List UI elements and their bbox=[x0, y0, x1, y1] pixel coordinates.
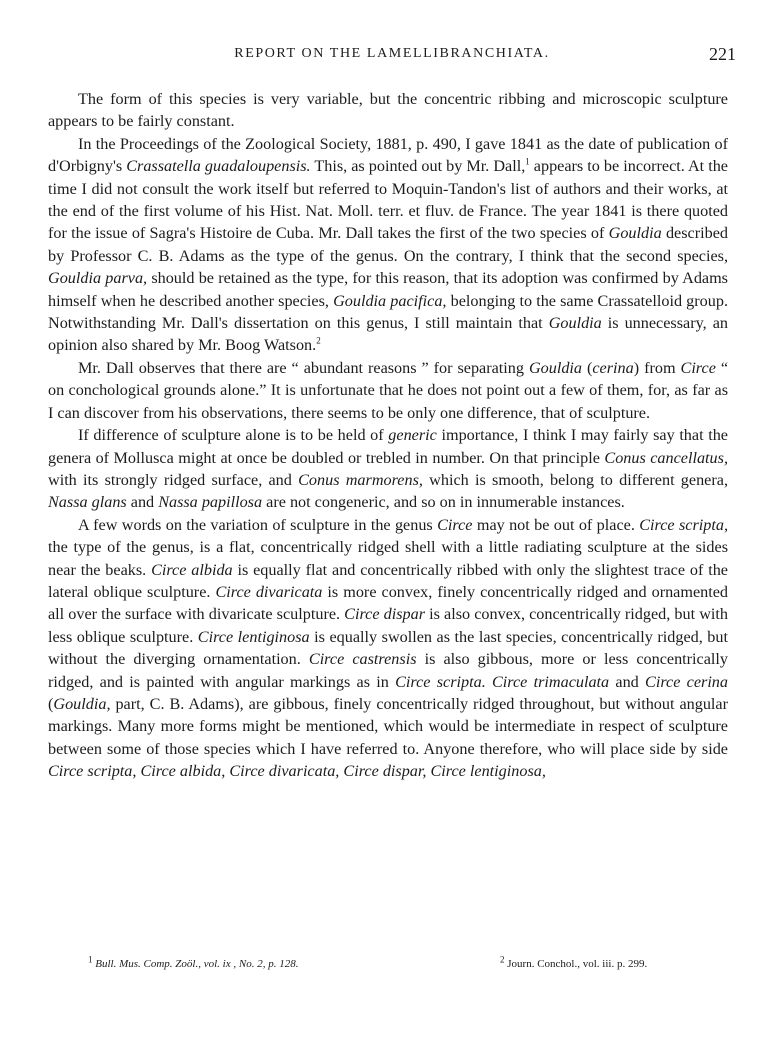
taxon-name: Circe divaricata bbox=[215, 582, 323, 601]
taxon-name: Circe dispar, bbox=[343, 762, 427, 781]
paragraph-4: If difference of sculpture alone is to be held of generic importance, I think I may fairly say that the genera of Mollusca might at once be doubled or trebled in number. On that principle Conus cancellatus, with its strongly ridged surface, and Conus marmorens, which is smooth, belong to different genera, Nassa glans and Nassa papillosa are not congeneric, and so on in innumerable instances. bbox=[48, 426, 728, 512]
taxon-name: Gouldia bbox=[528, 358, 583, 377]
paragraph-3: Mr. Dall observes that there are “ abundant reasons ” for separating Gouldia (cerina) from Circe “ on conchological grounds alone.” It is unfortunate that he does not point out a few of them, for, as far as I can discover from his observations, there seems to be only one difference, that of sculpture. bbox=[48, 358, 729, 422]
running-title: REPORT ON THE LAMELLIBRANCHIATA. bbox=[234, 46, 550, 61]
taxon-name: Circe scripta. bbox=[395, 672, 486, 691]
taxon-name: Circe divaricata, bbox=[229, 762, 340, 781]
taxon-name: Gouldia parva, bbox=[48, 269, 148, 288]
page-header bbox=[48, 44, 736, 70]
taxon-name: Gouldia bbox=[548, 314, 602, 333]
taxon-name: Gouldia bbox=[608, 224, 662, 243]
taxon-name: Circe dispar bbox=[344, 605, 426, 624]
taxon-name: Circe scripta, bbox=[48, 762, 137, 781]
page-number: 221 bbox=[709, 44, 736, 64]
taxon-name: Conus cancellatus, bbox=[604, 448, 728, 467]
taxon-name: Crassatella guadaloupensis. bbox=[126, 157, 311, 176]
body-text bbox=[48, 88, 728, 783]
emphasis: generic bbox=[388, 426, 437, 445]
footnote-2: $^2$ Journ. Conchol., vol. iii. p. 299. bbox=[500, 954, 648, 970]
footnote-ref-2: 2 bbox=[316, 336, 321, 347]
taxon-name: Circe albida, bbox=[140, 762, 226, 781]
taxon-name: Circe castrensis bbox=[308, 650, 417, 669]
footnote-ref-1: 1 bbox=[525, 156, 530, 167]
taxon-name: Circe trimaculata bbox=[492, 672, 610, 691]
taxon-name: Circe bbox=[437, 515, 473, 534]
taxon-name: Conus marmorens, bbox=[298, 470, 423, 489]
taxon-name: Circe lentiginosa, bbox=[430, 762, 546, 781]
taxon-name: Nassa glans bbox=[48, 493, 127, 512]
taxon-name: Circe lentiginosa bbox=[197, 627, 310, 646]
taxon-name: Circe scripta, bbox=[639, 515, 728, 534]
taxon-name: Nassa papillosa bbox=[158, 493, 263, 512]
taxon-name: Circe bbox=[680, 358, 716, 377]
taxon-name: Gouldia, bbox=[53, 694, 111, 713]
footnote-1: $^1$ Bull. Mus. Comp. Zoöl., vol. ix , No. 2, p. 128. bbox=[88, 954, 299, 970]
taxon-name: cerina bbox=[592, 358, 634, 377]
taxon-name: Circe cerina bbox=[645, 672, 728, 691]
taxon-name: Circe albida bbox=[151, 560, 233, 579]
footnotes bbox=[48, 954, 736, 976]
paragraph-1: The form of this species is very variable, but the concentric ribbing and microscopic sculpture appears to be fairly constant. bbox=[48, 90, 728, 131]
taxon-name: Gouldia pacifica, bbox=[333, 291, 447, 310]
paragraph-2: In the Proceedings of the Zoological Society, 1881, p. 490, I gave 1841 as the date of publication of d'Orbigny's Crassatella guadaloupensis. This, as pointed out by Mr. Dall,$^1$ appears to be incorrect. At the time I did not consult the work itself but referred to Moquin-Tandon's list of authors and their works, at the end of the first volume of his Hist. Nat. Moll. terr. et fluv. de France. The year 1841 is there quoted for the issue of Sagra's Histoire de Cuba. Mr. Dall takes the first of the two species of Gouldia described by Professor C. B. Adams as the type of the genus. On the contrary, I think that the second species, Gouldia parva, should be retained as the type, for this reason, that its adoption was confirmed by Adams himself when he described another species, Gouldia pacifica, belonging to the same Crassatelloid group. Notwithstanding Mr. Dall's dissertation on this genus, I still maintain that Gouldia is unnecessary, an opinion also shared by Mr. Boog Watson.$^2$ bbox=[48, 134, 728, 355]
paragraph-5: A few words on the variation of sculpture in the genus Circe may not be out of place. Circe scripta, the type of the genus, is a flat, concentrically ridged shell with a little radiating sculpture at the sides near the beaks. Circe albida is equally flat and concentrically ribbed with only the slightest trace of the lateral oblique sculpture. Circe divaricata is more convex, finely concentrically ridged and ornamented all over the surface with divaricate sculpture. Circe dispar is also convex, concentrically ridged, but with less oblique sculpture. Circe lentiginosa is equally swollen as the last species, concentrically ridged, but without the diverging ornamentation. Circe castrensis is also gibbous, more or less concentrically ridged, and is painted with angular markings as in Circe scripta. Circe trimaculata and Circe cerina (Gouldia, part, C. B. Adams), are gibbous, finely concentrically ridged throughout, but without angular markings. Many more forms might be mentioned, which would be intermediate in respect of sculpture between some of those species which I have referred to. Anyone therefore, who will place side by side Circe scripta, Circe albida, Circe divaricata, Circe dispar, Circe lentiginosa, bbox=[48, 515, 729, 781]
